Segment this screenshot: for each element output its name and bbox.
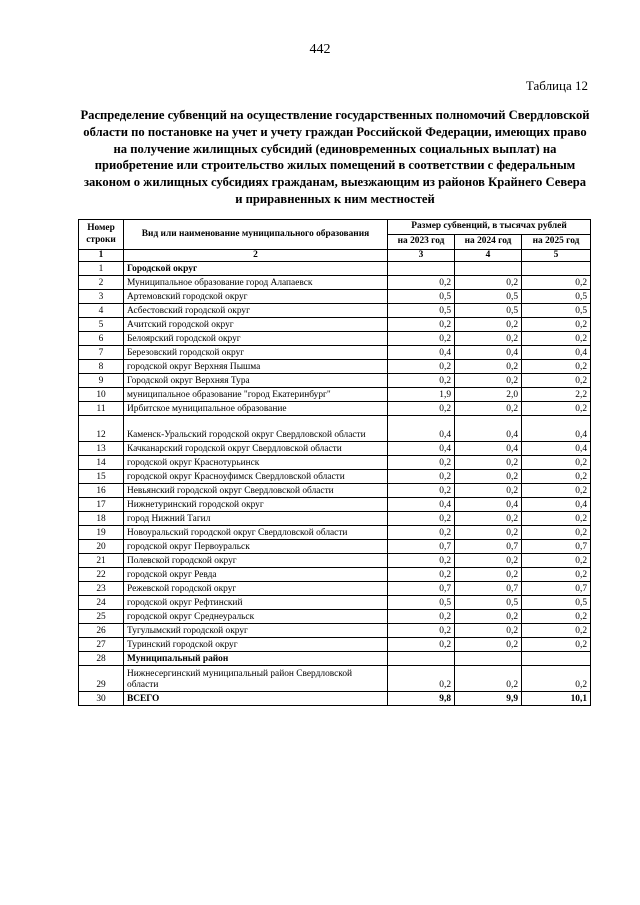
value-2024-cell: 0,2	[455, 484, 522, 498]
row-number-cell: 24	[79, 596, 124, 610]
value-2023-cell: 0,2	[388, 374, 455, 388]
page-number: 442	[309, 42, 331, 57]
municipality-name-cell: Муниципальное образование город Алапаевск	[124, 276, 388, 290]
value-2024-cell: 0,7	[455, 540, 522, 554]
value-2025-cell: 0,2	[522, 456, 591, 470]
table-row	[79, 346, 591, 360]
table-row-total	[79, 692, 591, 706]
value-2023-cell: 0,2	[388, 624, 455, 638]
row-number-cell: 28	[79, 652, 124, 666]
value-2023-cell: 0,2	[388, 526, 455, 540]
column-number-2: 2	[124, 250, 388, 262]
value-2023-cell: 0,7	[388, 582, 455, 596]
value-2025-cell: 0,2	[522, 624, 591, 638]
value-2023-cell: 0,5	[388, 304, 455, 318]
value-2023-cell: 0,2	[388, 402, 455, 416]
value-2023-cell: 0,4	[388, 346, 455, 360]
header-year-2024: на 2024 год	[455, 235, 522, 250]
municipality-name-cell: Каменск-Уральский городской округ Свердловской области	[124, 416, 388, 442]
value-2024-cell: 0,2	[455, 610, 522, 624]
value-2025-cell: 0,7	[522, 540, 591, 554]
table-row	[79, 582, 591, 596]
table-row	[79, 290, 591, 304]
municipality-name-cell: городской округ Верхняя Пышма	[124, 360, 388, 374]
table-label: Таблица 12	[525, 78, 588, 93]
value-2025-cell: 0,2	[522, 526, 591, 540]
value-2025-cell: 0,2	[522, 318, 591, 332]
row-number-cell: 16	[79, 484, 124, 498]
value-2025-cell: 0,2	[522, 554, 591, 568]
value-2025-cell	[522, 652, 591, 666]
municipality-name-cell: Новоуральский городской округ Свердловской области	[124, 526, 388, 540]
row-number-cell: 23	[79, 582, 124, 596]
table-row	[79, 498, 591, 512]
row-number-cell: 22	[79, 568, 124, 582]
municipality-name-cell: муниципальное образование "город Екатеринбург"	[124, 388, 388, 402]
value-2024-cell: 0,2	[455, 512, 522, 526]
value-2023-cell: 0,2	[388, 332, 455, 346]
value-2023-cell: 0,4	[388, 442, 455, 456]
value-2023-cell: 0,4	[388, 416, 455, 442]
value-2025-cell: 0,2	[522, 332, 591, 346]
municipality-name-cell: Режевской городской округ	[124, 582, 388, 596]
value-2024-cell: 0,2	[455, 666, 522, 692]
value-2025-cell: 2,2	[522, 388, 591, 402]
table-row	[79, 568, 591, 582]
table-row	[79, 554, 591, 568]
value-2025-cell: 0,2	[522, 512, 591, 526]
row-number-cell: 1	[79, 262, 124, 276]
municipality-name-cell: Ачитский городской округ	[124, 318, 388, 332]
value-2024-cell: 0,2	[455, 554, 522, 568]
value-2025-cell: 10,1	[522, 692, 591, 706]
value-2025-cell: 0,2	[522, 666, 591, 692]
row-number-cell: 25	[79, 610, 124, 624]
header-subsidy-amount: Размер субвенций, в тысячах рублей	[388, 220, 591, 235]
table-row	[79, 276, 591, 290]
row-number-cell: 27	[79, 638, 124, 652]
row-number-cell: 29	[79, 666, 124, 692]
document-title: Распределение субвенций на осуществление государственных полномочий Свердловской области по постановке на учет и учету граждан Российской Федерации, имеющих право на получение жилищных субсидий (единовременных социальных выплат) на приобретение или строительство жилых помещений в соответствии с федеральным законом о жилищных субсидиях гражданам, выезжающим из районов Крайнего Севера и приравненных к ним местностей	[80, 108, 590, 206]
value-2023-cell: 0,2	[388, 484, 455, 498]
value-2024-cell: 0,2	[455, 276, 522, 290]
value-2023-cell: 0,2	[388, 610, 455, 624]
municipality-name-cell: Полевской городской округ	[124, 554, 388, 568]
subsidy-table	[78, 219, 591, 706]
value-2024-cell: 0,2	[455, 332, 522, 346]
municipality-name-cell: Ирбитское муниципальное образование	[124, 402, 388, 416]
value-2024-cell	[455, 262, 522, 276]
value-2024-cell: 0,4	[455, 498, 522, 512]
municipality-name-cell: городской округ Первоуральск	[124, 540, 388, 554]
value-2024-cell: 0,4	[455, 442, 522, 456]
municipality-name-cell: городской округ Краснотурьинск	[124, 456, 388, 470]
table-row	[79, 624, 591, 638]
value-2024-cell: 0,5	[455, 290, 522, 304]
table-row	[79, 304, 591, 318]
municipality-name-cell: Артемовский городской округ	[124, 290, 388, 304]
value-2025-cell: 0,2	[522, 470, 591, 484]
municipality-name-cell: Качканарский городской округ Свердловской области	[124, 442, 388, 456]
municipality-name-cell: Городской округ	[124, 262, 388, 276]
table-body	[79, 262, 591, 706]
municipality-name-cell: ВСЕГО	[124, 692, 388, 706]
row-number-cell: 5	[79, 318, 124, 332]
value-2024-cell: 0,2	[455, 470, 522, 484]
row-number-cell: 30	[79, 692, 124, 706]
municipality-name-cell: Березовский городской округ	[124, 346, 388, 360]
municipality-name-cell: Асбестовский городской округ	[124, 304, 388, 318]
row-number-cell: 3	[79, 290, 124, 304]
row-number-cell: 8	[79, 360, 124, 374]
row-number-cell: 2	[79, 276, 124, 290]
row-number-cell: 20	[79, 540, 124, 554]
table-row	[79, 456, 591, 470]
table-row	[79, 442, 591, 456]
row-number-cell: 17	[79, 498, 124, 512]
table-row	[79, 638, 591, 652]
table-row	[79, 470, 591, 484]
header-year-2023: на 2023 год	[388, 235, 455, 250]
municipality-name-cell: Белоярский городской округ	[124, 332, 388, 346]
value-2023-cell: 9,8	[388, 692, 455, 706]
value-2023-cell: 0,2	[388, 512, 455, 526]
value-2024-cell: 0,2	[455, 526, 522, 540]
value-2025-cell: 0,2	[522, 374, 591, 388]
row-number-cell: 26	[79, 624, 124, 638]
table-row	[79, 416, 591, 442]
value-2024-cell: 0,2	[455, 568, 522, 582]
value-2023-cell: 0,5	[388, 596, 455, 610]
value-2023-cell: 0,2	[388, 638, 455, 652]
value-2024-cell: 0,2	[455, 638, 522, 652]
value-2023-cell: 0,2	[388, 554, 455, 568]
header-municipality-name: Вид или наименование муниципального образования	[124, 220, 388, 250]
value-2024-cell	[455, 652, 522, 666]
value-2025-cell: 0,5	[522, 596, 591, 610]
value-2023-cell: 0,2	[388, 360, 455, 374]
value-2025-cell: 0,4	[522, 346, 591, 360]
header-year-2025: на 2025 год	[522, 235, 591, 250]
value-2023-cell: 0,2	[388, 568, 455, 582]
value-2023-cell: 1,9	[388, 388, 455, 402]
column-number-1: 1	[79, 250, 124, 262]
table-row	[79, 526, 591, 540]
row-number-cell: 14	[79, 456, 124, 470]
row-number-cell: 21	[79, 554, 124, 568]
column-number-3: 3	[388, 250, 455, 262]
table-row	[79, 374, 591, 388]
value-2023-cell: 0,2	[388, 470, 455, 484]
table-row	[79, 666, 591, 692]
table-row	[79, 652, 591, 666]
table-row	[79, 262, 591, 276]
table-row	[79, 596, 591, 610]
value-2023-cell: 0,2	[388, 666, 455, 692]
row-number-cell: 10	[79, 388, 124, 402]
table-row	[79, 540, 591, 554]
value-2023-cell: 0,2	[388, 276, 455, 290]
value-2023-cell: 0,2	[388, 318, 455, 332]
table-row	[79, 610, 591, 624]
value-2025-cell: 0,2	[522, 568, 591, 582]
value-2025-cell: 0,4	[522, 442, 591, 456]
value-2024-cell: 0,2	[455, 624, 522, 638]
value-2024-cell: 0,2	[455, 456, 522, 470]
value-2025-cell: 0,2	[522, 360, 591, 374]
value-2025-cell: 0,5	[522, 290, 591, 304]
value-2025-cell: 0,7	[522, 582, 591, 596]
value-2025-cell: 0,2	[522, 402, 591, 416]
value-2024-cell: 0,7	[455, 582, 522, 596]
header-row-number: Номер строки	[79, 220, 124, 250]
value-2025-cell	[522, 262, 591, 276]
row-number-cell: 6	[79, 332, 124, 346]
municipality-name-cell: городской округ Красноуфимск Свердловской области	[124, 470, 388, 484]
row-number-cell: 7	[79, 346, 124, 360]
value-2025-cell: 0,2	[522, 610, 591, 624]
value-2023-cell: 0,4	[388, 498, 455, 512]
municipality-name-cell: Тугулымский городской округ	[124, 624, 388, 638]
value-2023-cell: 0,2	[388, 456, 455, 470]
municipality-name-cell: Туринский городской округ	[124, 638, 388, 652]
municipality-name-cell: городской округ Среднеуральск	[124, 610, 388, 624]
row-number-cell: 9	[79, 374, 124, 388]
value-2025-cell: 0,2	[522, 638, 591, 652]
municipality-name-cell: Городской округ Верхняя Тура	[124, 374, 388, 388]
value-2025-cell: 0,2	[522, 484, 591, 498]
value-2025-cell: 0,5	[522, 304, 591, 318]
value-2024-cell: 0,2	[455, 402, 522, 416]
municipality-name-cell: город Нижний Тагил	[124, 512, 388, 526]
value-2024-cell: 0,4	[455, 416, 522, 442]
table-row	[79, 402, 591, 416]
value-2025-cell: 0,4	[522, 416, 591, 442]
row-number-cell: 18	[79, 512, 124, 526]
table-row	[79, 360, 591, 374]
municipality-name-cell: городской округ Ревда	[124, 568, 388, 582]
table-row	[79, 318, 591, 332]
value-2023-cell: 0,7	[388, 540, 455, 554]
value-2025-cell: 0,4	[522, 498, 591, 512]
row-number-cell: 15	[79, 470, 124, 484]
value-2024-cell: 0,4	[455, 346, 522, 360]
municipality-name-cell: Невьянский городской округ Свердловской области	[124, 484, 388, 498]
municipality-name-cell: Муниципальный район	[124, 652, 388, 666]
row-number-cell: 4	[79, 304, 124, 318]
value-2023-cell	[388, 262, 455, 276]
value-2025-cell: 0,2	[522, 276, 591, 290]
row-number-cell: 11	[79, 402, 124, 416]
value-2024-cell: 0,5	[455, 304, 522, 318]
municipality-name-cell: городской округ Рефтинский	[124, 596, 388, 610]
municipality-name-cell: Нижнетуринский городской округ	[124, 498, 388, 512]
value-2024-cell: 2,0	[455, 388, 522, 402]
table-row	[79, 512, 591, 526]
table-row	[79, 332, 591, 346]
row-number-cell: 13	[79, 442, 124, 456]
column-number-4: 4	[455, 250, 522, 262]
municipality-name-cell: Нижнесергинский муниципальный район Свердловской области	[124, 666, 388, 692]
column-number-5: 5	[522, 250, 591, 262]
value-2024-cell: 0,2	[455, 374, 522, 388]
value-2024-cell: 0,2	[455, 360, 522, 374]
value-2024-cell: 0,2	[455, 318, 522, 332]
table-row	[79, 388, 591, 402]
value-2023-cell	[388, 652, 455, 666]
row-number-cell: 12	[79, 416, 124, 442]
value-2024-cell: 9,9	[455, 692, 522, 706]
value-2023-cell: 0,5	[388, 290, 455, 304]
value-2024-cell: 0,5	[455, 596, 522, 610]
table-row	[79, 484, 591, 498]
row-number-cell: 19	[79, 526, 124, 540]
